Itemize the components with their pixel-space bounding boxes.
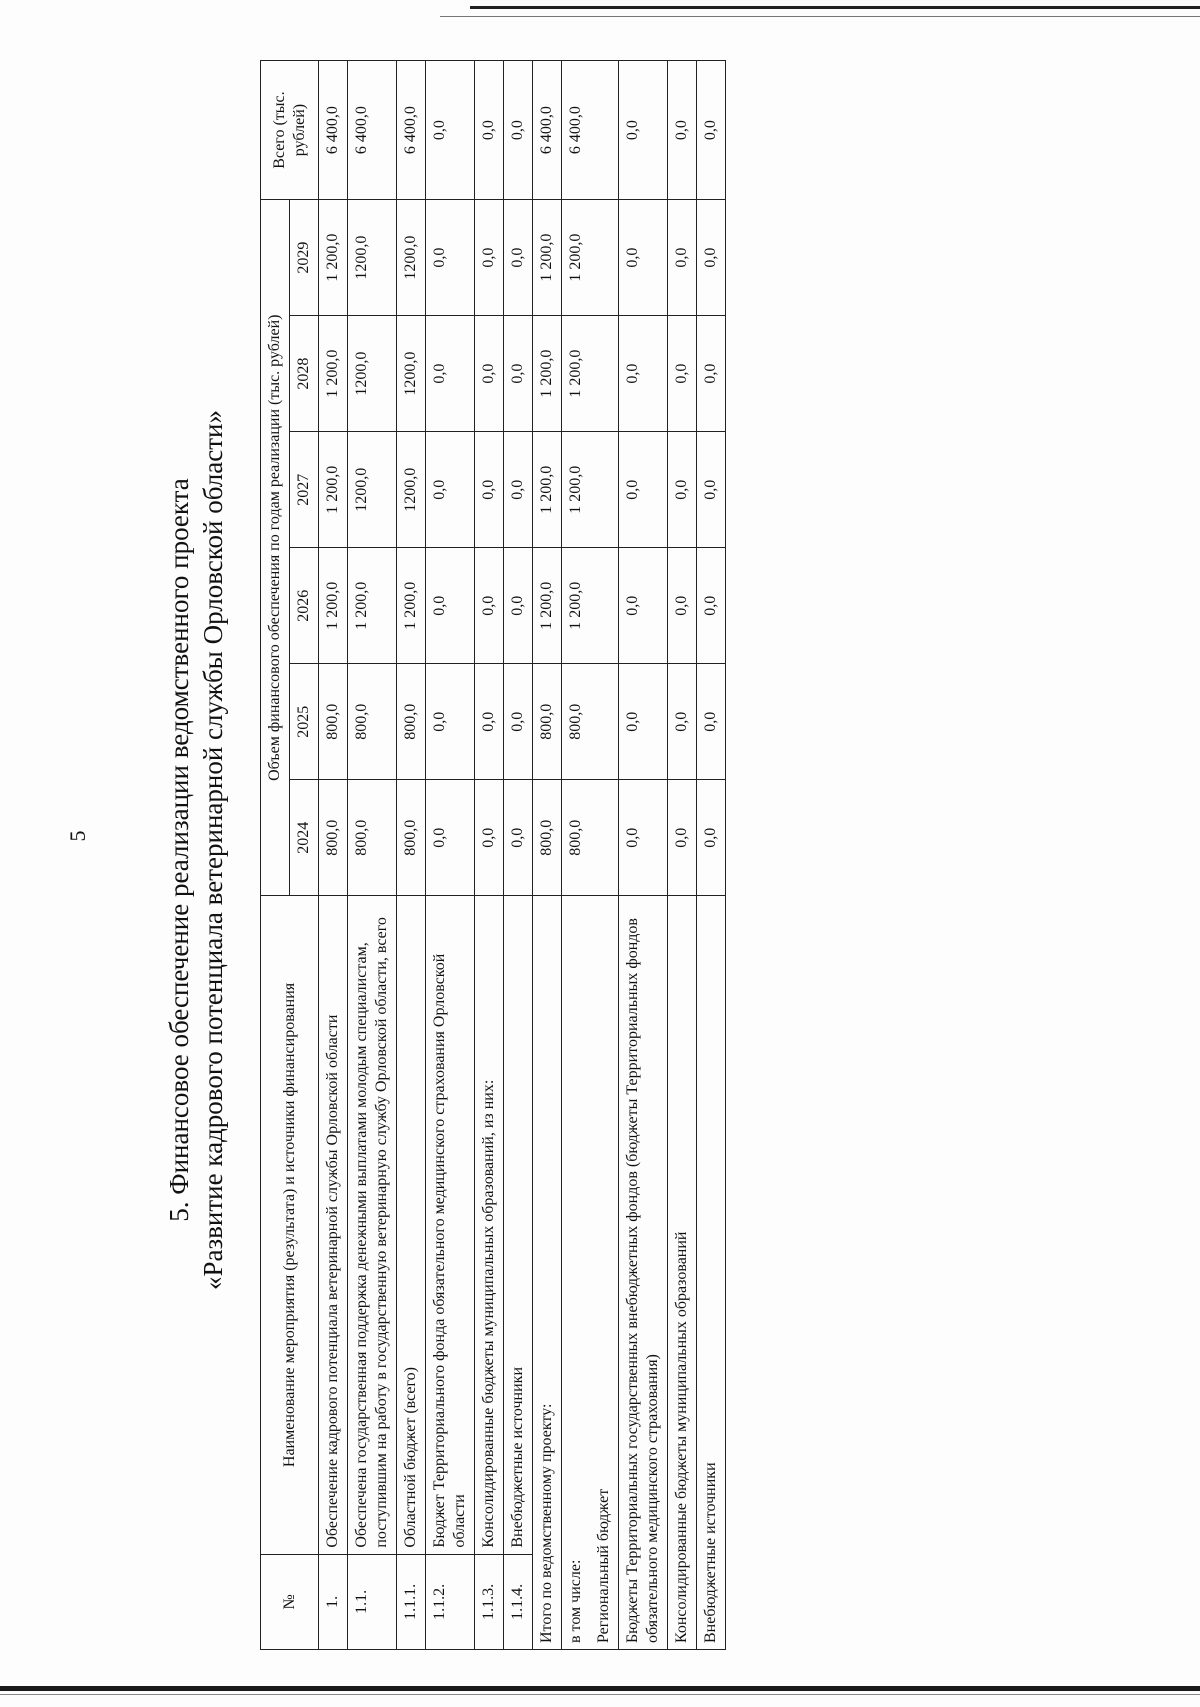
header-year: 2027 [290, 432, 319, 548]
header-year: 2028 [290, 316, 319, 432]
value-cell: 0,0 [426, 664, 475, 780]
summary-name: Внебюджетные источники [697, 896, 726, 1650]
total-cell: 6 400,0 [533, 61, 562, 200]
table-row [319, 61, 348, 1650]
value-cell: 1200,0 [397, 432, 426, 548]
header-total: Всего (тыс. рублей) [261, 61, 319, 200]
value-cell: 800,0 [319, 780, 348, 896]
row-num: 1.1.3. [475, 1554, 504, 1649]
value-cell: 800,0 [319, 664, 348, 780]
table-row [348, 61, 397, 1650]
value-cell: 1 200,0 [562, 432, 619, 548]
value-cell: 0,0 [697, 316, 726, 432]
value-cell: 0,0 [668, 200, 697, 316]
summary-name: Бюджеты Территориальных государственных внебюджетных фондов (бюджеты Территориальных фондов обязательного медицинского страхования) [619, 896, 668, 1650]
row-name: Обеспечение кадрового потенциала ветеринарной службы Орловской области [319, 896, 348, 1554]
value-cell: 1200,0 [348, 432, 397, 548]
value-cell: 800,0 [397, 780, 426, 896]
value-cell: 0,0 [668, 664, 697, 780]
total-cell: 6 400,0 [562, 61, 619, 200]
page-title [162, 40, 230, 1660]
value-cell: 800,0 [348, 664, 397, 780]
summary-name: Итого по ведомственному проекту: [533, 896, 562, 1650]
scan-edge-bottom [0, 1686, 1200, 1691]
value-cell: 0,0 [504, 780, 533, 896]
value-cell: 0,0 [426, 432, 475, 548]
value-cell: 1 200,0 [562, 200, 619, 316]
value-cell: 0,0 [697, 432, 726, 548]
total-cell: 0,0 [475, 61, 504, 200]
value-cell: 1 200,0 [533, 548, 562, 664]
row-name: Областной бюджет (всего) [397, 896, 426, 1554]
value-cell: 0,0 [426, 780, 475, 896]
row-num: 1.1. [348, 1554, 397, 1649]
value-cell: 800,0 [533, 780, 562, 896]
value-cell: 800,0 [397, 664, 426, 780]
value-cell: 0,0 [619, 432, 668, 548]
scan-edge-line [440, 16, 1200, 17]
value-cell: 1200,0 [348, 200, 397, 316]
value-cell: 800,0 [533, 664, 562, 780]
value-cell: 0,0 [475, 432, 504, 548]
value-cell: 0,0 [668, 780, 697, 896]
table-row [426, 61, 475, 1650]
total-cell: 6 400,0 [397, 61, 426, 200]
total-cell: 0,0 [426, 61, 475, 200]
value-cell: 0,0 [504, 432, 533, 548]
value-cell: 0,0 [475, 316, 504, 432]
value-cell: 0,0 [504, 664, 533, 780]
value-cell: 0,0 [475, 780, 504, 896]
row-name: Внебюджетные источники [504, 896, 533, 1554]
value-cell: 0,0 [426, 200, 475, 316]
value-cell: 1 200,0 [319, 432, 348, 548]
value-cell: 0,0 [475, 664, 504, 780]
value-cell: 0,0 [475, 200, 504, 316]
row-num: 1.1.2. [426, 1554, 475, 1649]
value-cell: 0,0 [668, 548, 697, 664]
value-cell: 0,0 [619, 200, 668, 316]
value-cell: 0,0 [426, 316, 475, 432]
title-line-2: «Развитие кадрового потенциала ветеринарной службы Орловской области» [198, 410, 228, 1290]
value-cell: 0,0 [426, 548, 475, 664]
value-cell: 0,0 [504, 548, 533, 664]
row-name: Консолидированные бюджеты муниципальных образований, из них: [475, 896, 504, 1554]
value-cell: 0,0 [504, 316, 533, 432]
value-cell: 1200,0 [397, 200, 426, 316]
page-number: 5 [65, 830, 90, 842]
total-cell: 6 400,0 [348, 61, 397, 200]
value-cell: 0,0 [697, 200, 726, 316]
value-cell: 0,0 [475, 548, 504, 664]
summary-row [697, 61, 726, 1650]
value-cell: 800,0 [562, 664, 619, 780]
value-cell: 1 200,0 [533, 200, 562, 316]
financing-table [260, 60, 726, 1650]
summary-name-secondary: Региональный бюджет [595, 1488, 612, 1643]
value-cell: 1 200,0 [319, 200, 348, 316]
table-row [397, 61, 426, 1650]
value-cell: 0,0 [619, 780, 668, 896]
value-cell: 1 200,0 [533, 432, 562, 548]
summary-name: в том числе: [567, 1559, 584, 1643]
header-year: 2029 [290, 200, 319, 316]
table-row [475, 61, 504, 1650]
value-cell: 0,0 [697, 548, 726, 664]
value-cell: 0,0 [504, 200, 533, 316]
header-volume: Объем финансового обеспечения по годам реализации (тыс. рублей) [261, 200, 290, 896]
value-cell: 1200,0 [397, 316, 426, 432]
value-cell: 1 200,0 [533, 316, 562, 432]
table-row [504, 61, 533, 1650]
total-cell: 0,0 [668, 61, 697, 200]
value-cell: 1 200,0 [562, 548, 619, 664]
total-cell: 0,0 [619, 61, 668, 200]
value-cell: 0,0 [619, 664, 668, 780]
row-num: 1. [319, 1554, 348, 1649]
value-cell: 0,0 [668, 432, 697, 548]
row-num: 1.1.1. [397, 1554, 426, 1649]
value-cell: 0,0 [619, 316, 668, 432]
value-cell: 1 200,0 [348, 548, 397, 664]
scan-edge-top [470, 6, 1200, 9]
row-name: Бюджет Территориального фонда обязательного медицинского страхования Орловской области [426, 896, 475, 1554]
summary-row [668, 61, 697, 1650]
header-year: 2024 [290, 780, 319, 896]
row-name: Обеспечена государственная поддержка денежными выплатами молодым специалистам, поступившим на работу в государственную ветеринарную службу Орловской области, всего [348, 896, 397, 1554]
value-cell: 0,0 [697, 664, 726, 780]
value-cell: 0,0 [619, 548, 668, 664]
summary-row [562, 61, 619, 1650]
header-year: 2026 [290, 548, 319, 664]
value-cell: 0,0 [668, 316, 697, 432]
summary-row [619, 61, 668, 1650]
value-cell: 1 200,0 [397, 548, 426, 664]
value-cell: 1 200,0 [562, 316, 619, 432]
total-cell: 6 400,0 [319, 61, 348, 200]
value-cell: 1 200,0 [319, 316, 348, 432]
row-num: 1.1.4. [504, 1554, 533, 1649]
summary-row [533, 61, 562, 1650]
header-year: 2025 [290, 664, 319, 780]
header-name: Наименование мероприятия (результата) и источники финансирования [261, 896, 319, 1554]
value-cell: 0,0 [697, 780, 726, 896]
value-cell: 1 200,0 [319, 548, 348, 664]
scan-edge-line [0, 1694, 1200, 1695]
summary-name-cell [562, 896, 619, 1650]
total-cell: 0,0 [504, 61, 533, 200]
total-cell: 0,0 [697, 61, 726, 200]
title-line-1: 5. Финансовое обеспечение реализации ведомственного проекта [164, 478, 194, 1222]
value-cell: 800,0 [348, 780, 397, 896]
value-cell: 1200,0 [348, 316, 397, 432]
rotated-content [150, 40, 1030, 1660]
header-num: № [261, 1554, 319, 1649]
value-cell: 800,0 [562, 780, 619, 896]
summary-name: Консолидированные бюджеты муниципальных образований [668, 896, 697, 1650]
